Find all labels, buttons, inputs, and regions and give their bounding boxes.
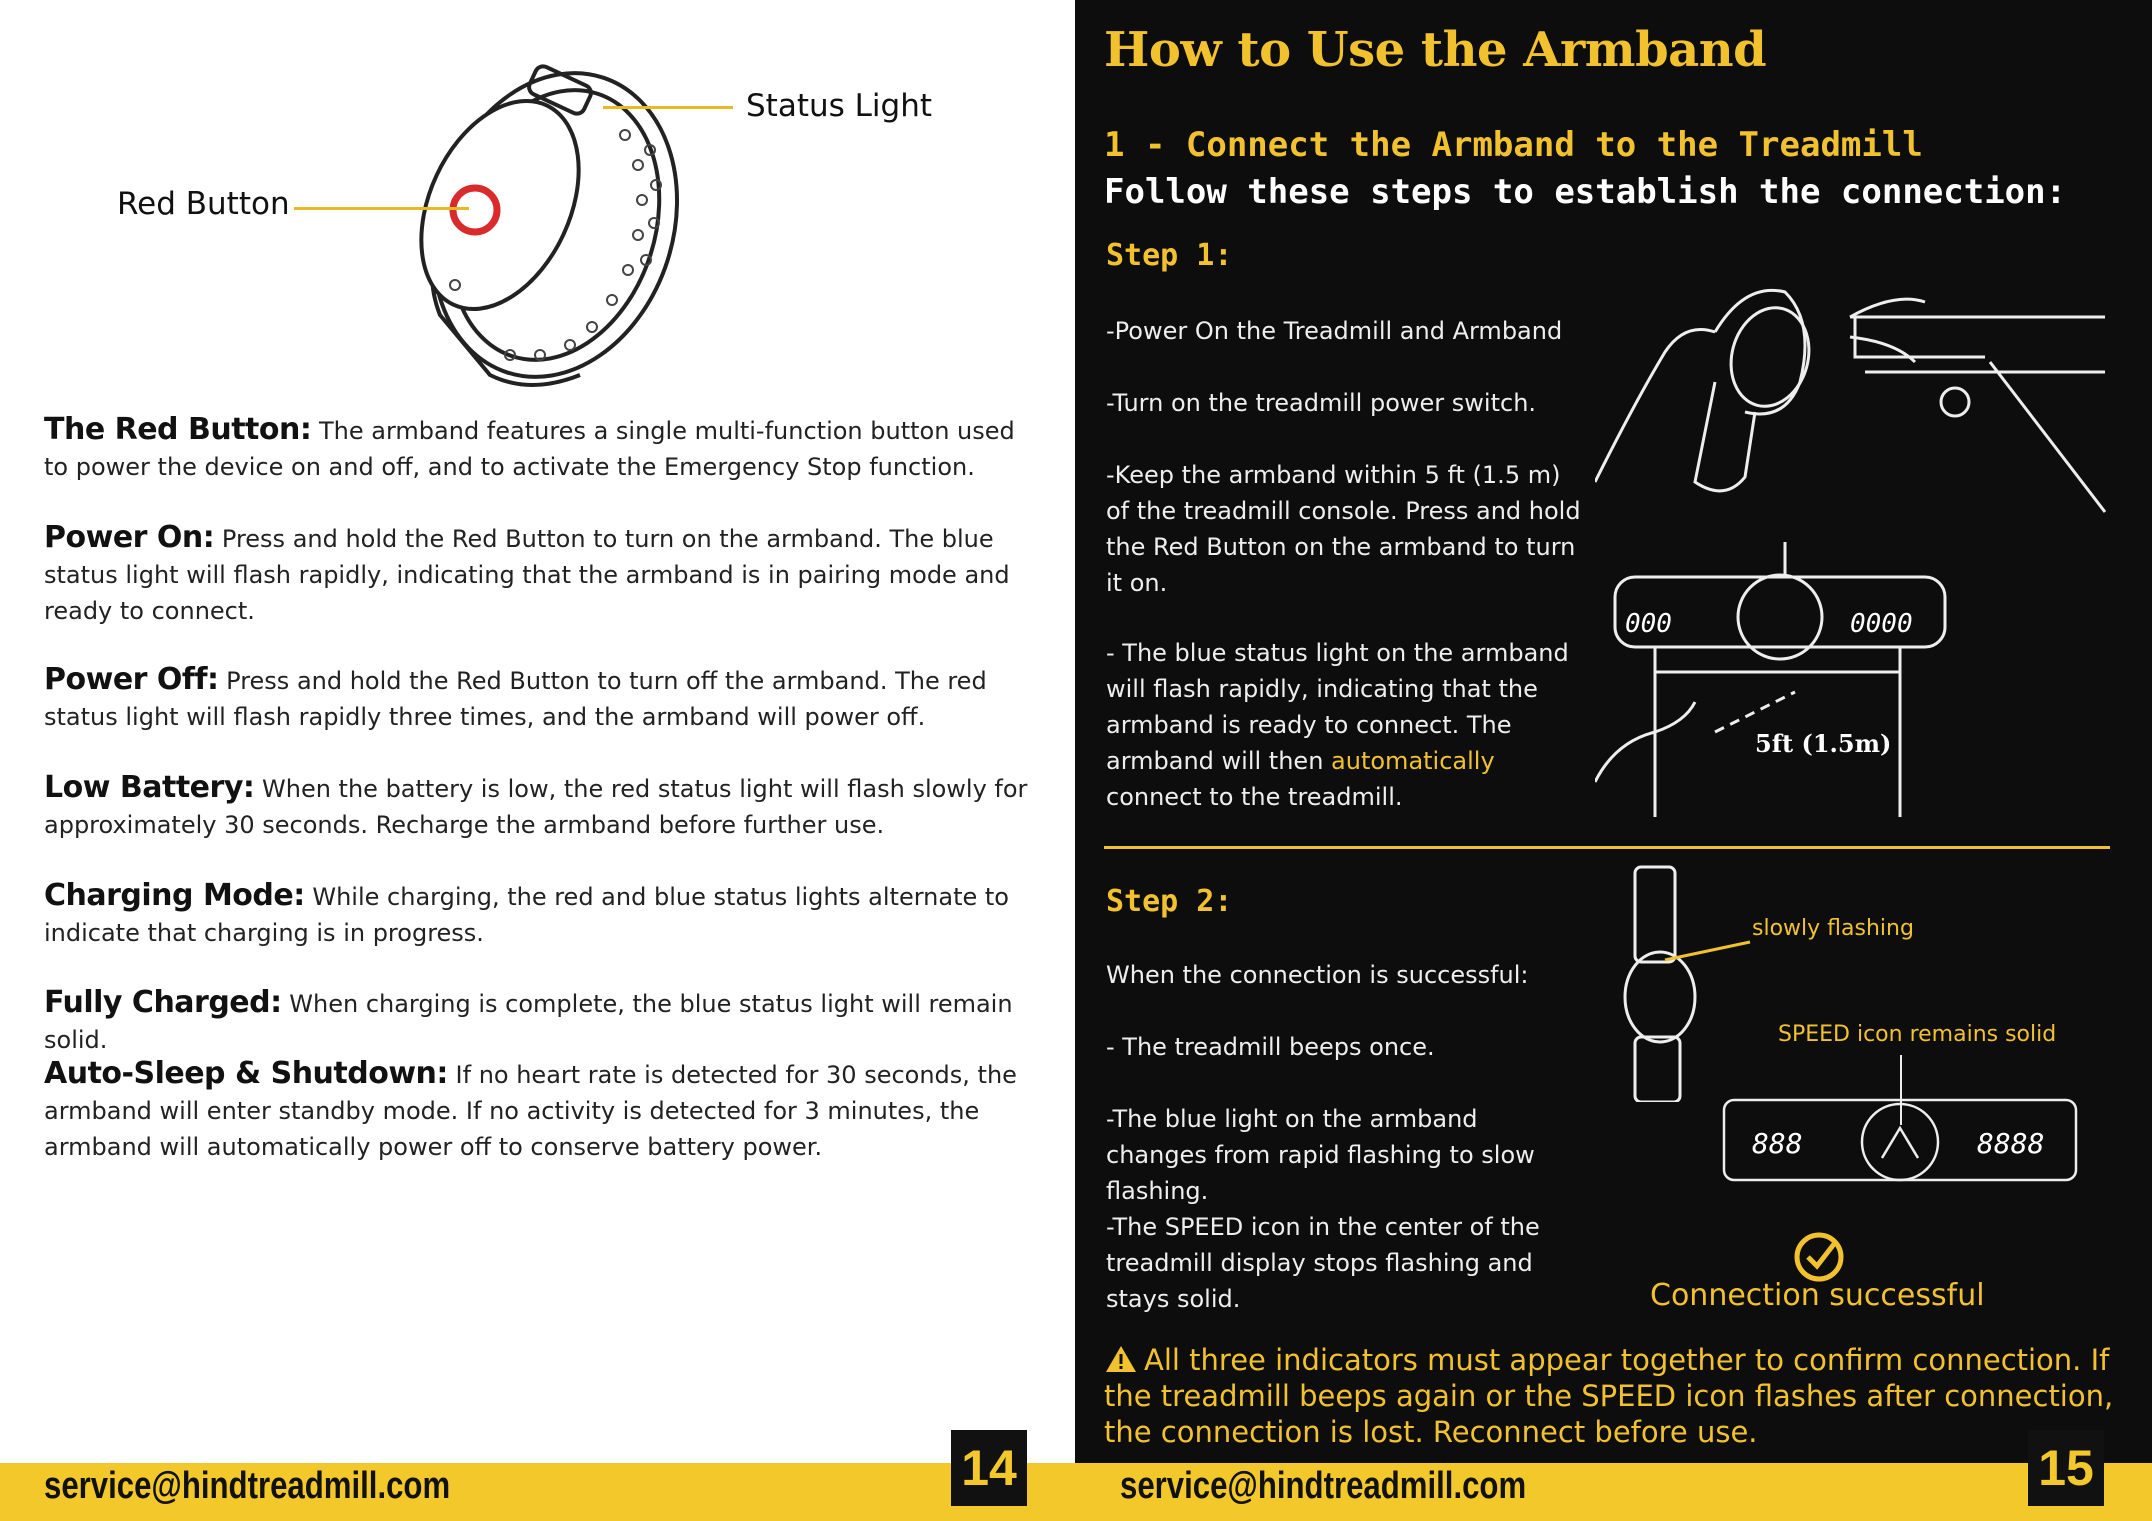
red-button-label: Red Button <box>117 186 290 222</box>
display-left-digits: 888 <box>1752 1127 1803 1160</box>
right-email-link[interactable]: service@hindtreadmill.com <box>1120 1465 1527 1507</box>
distance-label: 5ft (1.5m) <box>1755 729 1892 758</box>
step2-intro: When the connection is successful: <box>1106 961 1529 989</box>
step1-illustration <box>1595 262 2120 822</box>
left-page <box>0 0 1075 1521</box>
step2-line-3: -The SPEED icon in the center of the treadmill display stops flashing and stays solid. <box>1106 1213 1540 1313</box>
speed-icon-label: SPEED icon remains solid <box>1778 1022 2057 1047</box>
connection-successful-label: Connection successful <box>1650 1278 1985 1313</box>
section-heading: Low Battery: <box>44 770 255 805</box>
step1-line-1: -Power On the Treadmill and Armband <box>1106 317 1563 345</box>
step2-armband-illustration <box>1620 862 2090 1102</box>
step2-label: Step 2: <box>1106 884 1233 919</box>
status-light-leader <box>603 106 733 109</box>
section-heading: Power Off: <box>44 662 219 697</box>
step1-label: Step 1: <box>1106 238 1233 273</box>
step1-line-4-text: - The blue status light on the armband will flash rapidly, indicating that the armband is ready to connect. The armband will then <box>1106 639 1569 775</box>
section-text: The armband features a single multi-function button used to power the device on and off, and to activate the Emergency Stop function. <box>44 417 1015 481</box>
display-right-digits: 8888 <box>1977 1127 2045 1160</box>
section-title: 1 - Connect the Armband to the Treadmill <box>1104 125 1923 165</box>
step1-line-2: -Turn on the treadmill power switch. <box>1106 389 1537 417</box>
warning-text: All three indicators must appear together to confirm connection. If the treadmill beeps again or the SPEED icon flashes after connection, the connection is lost. Reconnect before use. <box>1104 1343 2114 1449</box>
section-power-off <box>44 662 1044 735</box>
section-charging-mode <box>44 878 1044 951</box>
section-text: When the battery is low, the red status light will flash slowly for approximately 30 seconds. Recharge the armband before further use. <box>44 775 1028 839</box>
section-text: Press and hold the Red Button to turn on the armband. The blue status light will flash rapidly, indicating that the armband is in pairing mode and ready to connect. <box>44 525 1010 625</box>
red-button-leader <box>294 207 469 210</box>
step2-line-1: - The treadmill beeps once. <box>1106 1033 1435 1061</box>
section-heading: Charging Mode: <box>44 878 305 913</box>
section-auto-sleep <box>44 1056 1044 1165</box>
section-power-on <box>44 520 1044 629</box>
section-low-battery <box>44 770 1044 843</box>
status-light-label: Status Light <box>746 88 932 124</box>
step2-line-2: -The blue light on the armband changes from rapid flashing to slow flashing. <box>1106 1105 1535 1205</box>
console-left-digits: 000 <box>1625 609 1672 639</box>
section-heading: Auto-Sleep & Shutdown: <box>44 1056 448 1091</box>
section-text: While charging, the red and blue status lights alternate to indicate that charging is in progress. <box>44 883 1009 947</box>
treadmill-display <box>1722 1098 2079 1183</box>
section-text: When charging is complete, the blue status light will remain solid. <box>44 990 1013 1054</box>
section-text: Press and hold the Red Button to turn off the armband. The red status light will flash rapidly three times, and the armband will power off. <box>44 667 987 731</box>
warning-icon <box>1104 1344 1138 1374</box>
section-text: If no heart rate is detected for 30 seconds, the armband will enter standby mode. If no activity is detected for 3 minutes, the armband will automatically power off to conserve battery power. <box>44 1061 1017 1161</box>
section-red-button <box>44 412 1044 485</box>
step1-line-3: -Keep the armband within 5 ft (1.5 m) of the treadmill console. Press and hold the Red Button on the armband to turn it on. <box>1106 461 1581 597</box>
page-title: How to Use the Armband <box>1104 22 1767 78</box>
left-email-link[interactable]: service@hindtreadmill.com <box>44 1465 451 1507</box>
section-fully-charged <box>44 985 1044 1058</box>
warning-note <box>1104 1342 2114 1450</box>
step1-line-4-end: connect to the treadmill. <box>1106 783 1403 811</box>
console-right-digits: 0000 <box>1850 609 1913 639</box>
section-heading: Fully Charged: <box>44 985 282 1020</box>
section-divider <box>1104 846 2110 849</box>
automatically-highlight: automatically <box>1331 747 1495 775</box>
section-heading: Power On: <box>44 520 215 555</box>
slowly-flashing-label: slowly flashing <box>1752 916 1914 941</box>
section-subtitle: Follow these steps to establish the connection: <box>1104 172 2067 212</box>
right-page-number: 15 <box>2028 1430 2104 1506</box>
left-page-number: 14 <box>951 1430 1027 1506</box>
check-circle-icon <box>1792 1230 1846 1284</box>
step1-line-4 <box>1106 635 1586 815</box>
section-heading: The Red Button: <box>44 412 312 447</box>
